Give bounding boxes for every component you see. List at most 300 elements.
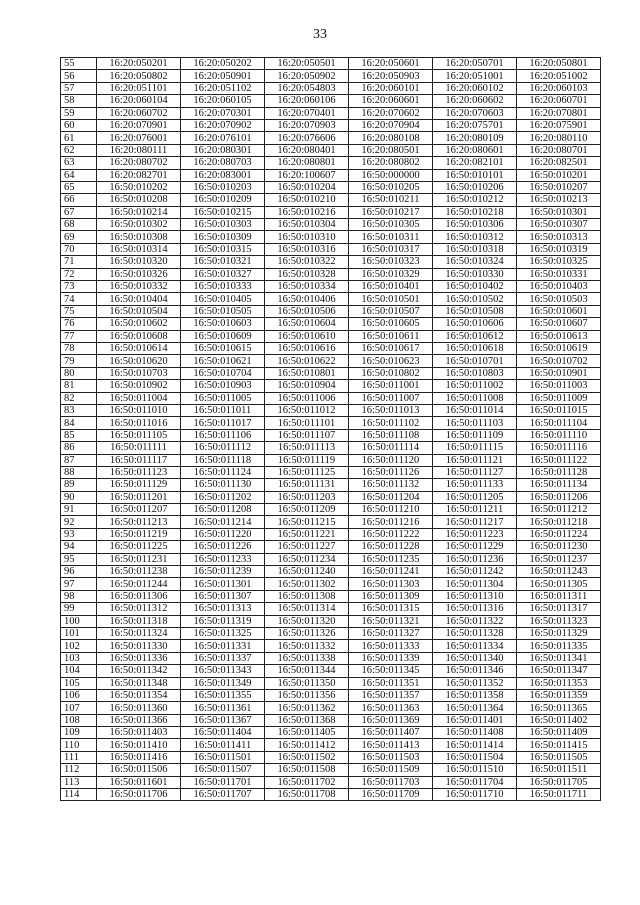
code-cell: 16:50:011112: [181, 442, 265, 454]
row-number-cell: 92: [61, 516, 97, 528]
code-cell: 16:50:011016: [97, 417, 181, 429]
row-number-cell: 98: [61, 590, 97, 602]
code-cell: 16:20:080109: [433, 132, 517, 144]
code-cell: 16:50:010325: [517, 256, 601, 268]
table-row: [61, 144, 601, 156]
code-cell: 16:50:011210: [349, 504, 433, 516]
table-row: [61, 615, 601, 627]
code-cell: 16:20:051001: [433, 70, 517, 82]
row-number-cell: 85: [61, 429, 97, 441]
row-number-cell: 67: [61, 206, 97, 218]
code-cell: 16:50:010506: [265, 305, 349, 317]
code-cell: 16:50:010607: [517, 318, 601, 330]
code-cell: 16:50:011702: [265, 776, 349, 788]
code-cell: 16:50:011507: [181, 764, 265, 776]
code-cell: 16:20:060102: [433, 82, 517, 94]
code-cell: 16:20:051101: [97, 82, 181, 94]
code-cell: 16:50:011003: [517, 380, 601, 392]
table-row: [61, 603, 601, 615]
code-cell: 16:50:011407: [349, 727, 433, 739]
table-row: [61, 70, 601, 82]
code-cell: 16:50:011102: [349, 417, 433, 429]
code-cell: 16:50:011362: [265, 702, 349, 714]
code-cell: 16:50:011354: [97, 689, 181, 701]
code-cell: 16:50:011226: [181, 541, 265, 553]
code-cell: 16:50:010212: [433, 194, 517, 206]
code-cell: 16:50:010315: [181, 243, 265, 255]
code-cell: 16:50:010602: [97, 318, 181, 330]
code-cell: 16:50:010701: [433, 355, 517, 367]
code-cell: 16:50:010310: [265, 231, 349, 243]
code-cell: 16:50:011411: [181, 739, 265, 751]
row-number-cell: 80: [61, 367, 97, 379]
code-cell: 16:20:080108: [349, 132, 433, 144]
code-cell: 16:50:011207: [97, 504, 181, 516]
code-cell: 16:50:011236: [433, 553, 517, 565]
cadastral-codes-table: [60, 57, 601, 801]
code-cell: 16:50:011314: [265, 603, 349, 615]
code-cell: 16:50:010621: [181, 355, 265, 367]
code-cell: 16:20:050202: [181, 58, 265, 70]
table-row: [61, 206, 601, 218]
code-cell: 16:20:050601: [349, 58, 433, 70]
code-cell: 16:20:060702: [97, 107, 181, 119]
code-cell: 16:50:011105: [97, 429, 181, 441]
code-cell: 16:50:010321: [181, 256, 265, 268]
code-cell: 16:50:011336: [97, 652, 181, 664]
code-cell: 16:50:011341: [517, 652, 601, 664]
table-row: [61, 689, 601, 701]
code-cell: 16:50:011350: [265, 677, 349, 689]
code-cell: 16:50:011116: [517, 442, 601, 454]
code-cell: 16:20:060105: [181, 95, 265, 107]
code-cell: 16:50:011233: [181, 553, 265, 565]
code-cell: 16:50:011221: [265, 528, 349, 540]
code-cell: 16:50:011327: [349, 627, 433, 639]
row-number-cell: 63: [61, 157, 97, 169]
code-cell: 16:50:010507: [349, 305, 433, 317]
code-cell: 16:50:010406: [265, 293, 349, 305]
code-cell: 16:50:011708: [265, 789, 349, 801]
row-number-cell: 88: [61, 466, 97, 478]
table-row: [61, 318, 601, 330]
code-cell: 16:20:080401: [265, 144, 349, 156]
code-cell: 16:50:011368: [265, 714, 349, 726]
code-cell: 16:20:075701: [433, 119, 517, 131]
code-cell: 16:50:011133: [433, 479, 517, 491]
row-number-cell: 70: [61, 243, 97, 255]
code-cell: 16:50:010613: [517, 330, 601, 342]
code-cell: 16:50:011312: [97, 603, 181, 615]
code-cell: 16:50:010202: [97, 181, 181, 193]
code-cell: 16:50:010620: [97, 355, 181, 367]
code-cell: 16:20:050801: [517, 58, 601, 70]
table-row: [61, 181, 601, 193]
table-row: [61, 95, 601, 107]
code-cell: 16:50:010215: [181, 206, 265, 218]
code-cell: 16:50:011131: [265, 479, 349, 491]
code-cell: 16:50:011103: [433, 417, 517, 429]
code-cell: 16:50:010501: [349, 293, 433, 305]
code-cell: 16:50:011015: [517, 404, 601, 416]
code-cell: 16:20:075901: [517, 119, 601, 131]
code-cell: 16:50:010604: [265, 318, 349, 330]
row-number-cell: 111: [61, 751, 97, 763]
code-cell: 16:50:011369: [349, 714, 433, 726]
row-number-cell: 113: [61, 776, 97, 788]
code-cell: 16:50:011414: [433, 739, 517, 751]
table-row: [61, 243, 601, 255]
code-cell: 16:50:010902: [97, 380, 181, 392]
code-cell: 16:50:011134: [517, 479, 601, 491]
code-cell: 16:20:070602: [349, 107, 433, 119]
code-cell: 16:50:011214: [181, 516, 265, 528]
code-cell: 16:50:011323: [517, 615, 601, 627]
table-row: [61, 256, 601, 268]
code-cell: 16:50:011321: [349, 615, 433, 627]
code-cell: 16:50:011346: [433, 665, 517, 677]
row-number-cell: 57: [61, 82, 97, 94]
code-cell: 16:50:011120: [349, 454, 433, 466]
code-cell: 16:50:011242: [433, 566, 517, 578]
row-number-cell: 94: [61, 541, 97, 553]
page-number: 33: [313, 27, 327, 42]
code-cell: 16:50:010612: [433, 330, 517, 342]
code-cell: 16:50:011349: [181, 677, 265, 689]
code-cell: 16:50:011347: [517, 665, 601, 677]
code-cell: 16:50:011307: [181, 590, 265, 602]
code-cell: 16:50:011309: [349, 590, 433, 602]
code-cell: 16:50:011359: [517, 689, 601, 701]
code-cell: 16:50:011511: [517, 764, 601, 776]
table-row: [61, 652, 601, 664]
code-cell: 16:50:010311: [349, 231, 433, 243]
code-cell: 16:50:011352: [433, 677, 517, 689]
code-cell: 16:50:010316: [265, 243, 349, 255]
code-cell: 16:50:010623: [349, 355, 433, 367]
code-cell: 16:50:011229: [433, 541, 517, 553]
code-cell: 16:50:011367: [181, 714, 265, 726]
code-cell: 16:50:011119: [265, 454, 349, 466]
code-cell: 16:50:011363: [349, 702, 433, 714]
table-row: [61, 640, 601, 652]
code-cell: 16:50:011601: [97, 776, 181, 788]
code-cell: 16:50:011405: [265, 727, 349, 739]
row-number-cell: 83: [61, 404, 97, 416]
code-cell: 16:50:011338: [265, 652, 349, 664]
code-cell: 16:50:011348: [97, 677, 181, 689]
code-cell: 16:50:011301: [181, 578, 265, 590]
code-cell: 16:50:011342: [97, 665, 181, 677]
code-cell: 16:50:010603: [181, 318, 265, 330]
code-cell: 16:50:011356: [265, 689, 349, 701]
code-cell: 16:50:011340: [433, 652, 517, 664]
table-row: [61, 380, 601, 392]
table-row: [61, 727, 601, 739]
table-row: [61, 566, 601, 578]
code-cell: 16:50:011241: [349, 566, 433, 578]
code-cell: 16:50:010217: [349, 206, 433, 218]
code-cell: 16:50:011332: [265, 640, 349, 652]
code-cell: 16:20:080501: [349, 144, 433, 156]
code-cell: 16:20:080702: [97, 157, 181, 169]
code-cell: 16:50:011002: [433, 380, 517, 392]
code-cell: 16:50:011707: [181, 789, 265, 801]
code-cell: 16:50:010334: [265, 281, 349, 293]
table-row: [61, 355, 601, 367]
code-cell: 16:20:060602: [433, 95, 517, 107]
row-number-cell: 99: [61, 603, 97, 615]
code-cell: 16:50:011106: [181, 429, 265, 441]
code-cell: 16:50:011416: [97, 751, 181, 763]
code-cell: 16:50:011365: [517, 702, 601, 714]
code-cell: 16:50:011013: [349, 404, 433, 416]
code-cell: 16:50:011005: [181, 392, 265, 404]
row-number-cell: 81: [61, 380, 97, 392]
code-cell: 16:50:011107: [265, 429, 349, 441]
code-cell: 16:50:011244: [97, 578, 181, 590]
code-cell: 16:50:011227: [265, 541, 349, 553]
code-cell: 16:50:011304: [433, 578, 517, 590]
code-cell: 16:20:050501: [265, 58, 349, 70]
code-cell: 16:20:082501: [517, 157, 601, 169]
code-cell: 16:20:060601: [349, 95, 433, 107]
table-row: [61, 528, 601, 540]
table-row: [61, 504, 601, 516]
code-cell: 16:50:010503: [517, 293, 601, 305]
row-number-cell: 103: [61, 652, 97, 664]
code-cell: 16:50:011330: [97, 640, 181, 652]
code-cell: 16:20:080110: [517, 132, 601, 144]
code-cell: 16:50:011216: [349, 516, 433, 528]
code-cell: 16:50:011366: [97, 714, 181, 726]
table-row: [61, 132, 601, 144]
code-cell: 16:20:050802: [97, 70, 181, 82]
code-cell: 16:50:010622: [265, 355, 349, 367]
code-cell: 16:50:011317: [517, 603, 601, 615]
code-cell: 16:50:010611: [349, 330, 433, 342]
code-cell: 16:20:070301: [181, 107, 265, 119]
code-cell: 16:50:011109: [433, 429, 517, 441]
code-cell: 16:50:010404: [97, 293, 181, 305]
row-number-cell: 114: [61, 789, 97, 801]
row-number-cell: 82: [61, 392, 97, 404]
code-cell: 16:50:010802: [349, 367, 433, 379]
code-cell: 16:50:010309: [181, 231, 265, 243]
code-cell: 16:50:011110: [517, 429, 601, 441]
code-cell: 16:20:050701: [433, 58, 517, 70]
code-cell: 16:50:010209: [181, 194, 265, 206]
row-number-cell: 104: [61, 665, 97, 677]
code-cell: 16:50:011403: [97, 727, 181, 739]
code-cell: 16:50:011125: [265, 466, 349, 478]
code-cell: 16:50:011355: [181, 689, 265, 701]
code-cell: 16:50:011404: [181, 727, 265, 739]
code-cell: 16:20:083001: [181, 169, 265, 181]
code-cell: 16:50:011126: [349, 466, 433, 478]
code-cell: 16:50:011122: [517, 454, 601, 466]
code-cell: 16:50:011202: [181, 491, 265, 503]
code-cell: 16:50:011506: [97, 764, 181, 776]
code-cell: 16:50:010502: [433, 293, 517, 305]
code-cell: 16:50:010318: [433, 243, 517, 255]
code-cell: 16:50:011334: [433, 640, 517, 652]
code-cell: 16:50:011017: [181, 417, 265, 429]
table-row: [61, 293, 601, 305]
code-cell: 16:50:011127: [433, 466, 517, 478]
code-cell: 16:50:010606: [433, 318, 517, 330]
table-row: [61, 231, 601, 243]
code-cell: 16:20:070901: [97, 119, 181, 131]
code-cell: 16:50:011510: [433, 764, 517, 776]
code-cell: 16:50:010615: [181, 342, 265, 354]
code-cell: 16:50:011009: [517, 392, 601, 404]
code-cell: 16:50:011132: [349, 479, 433, 491]
code-cell: 16:20:080111: [97, 144, 181, 156]
code-cell: 16:50:010204: [265, 181, 349, 193]
code-cell: 16:50:011710: [433, 789, 517, 801]
code-cell: 16:50:010320: [97, 256, 181, 268]
table-row: [61, 417, 601, 429]
code-cell: 16:50:011305: [517, 578, 601, 590]
code-cell: 16:50:011326: [265, 627, 349, 639]
code-cell: 16:50:011704: [433, 776, 517, 788]
code-cell: 16:50:011115: [433, 442, 517, 454]
code-cell: 16:50:011235: [349, 553, 433, 565]
code-cell: 16:50:010619: [517, 342, 601, 354]
code-cell: 16:50:011203: [265, 491, 349, 503]
table-row: [61, 268, 601, 280]
code-cell: 16:50:010601: [517, 305, 601, 317]
row-number-cell: 100: [61, 615, 97, 627]
code-cell: 16:50:011505: [517, 751, 601, 763]
code-cell: 16:50:011358: [433, 689, 517, 701]
table-row: [61, 157, 601, 169]
table-row: [61, 677, 601, 689]
code-cell: 16:50:010203: [181, 181, 265, 193]
code-cell: 16:50:010324: [433, 256, 517, 268]
code-cell: 16:20:082701: [97, 169, 181, 181]
code-cell: 16:50:011201: [97, 491, 181, 503]
code-cell: 16:50:011402: [517, 714, 601, 726]
code-cell: 16:50:010312: [433, 231, 517, 243]
row-number-cell: 77: [61, 330, 97, 342]
code-cell: 16:50:011303: [349, 578, 433, 590]
code-cell: 16:20:076001: [97, 132, 181, 144]
code-cell: 16:50:011012: [265, 404, 349, 416]
code-cell: 16:50:010616: [265, 342, 349, 354]
row-number-cell: 112: [61, 764, 97, 776]
code-cell: 16:50:010605: [349, 318, 433, 330]
code-cell: 16:50:011234: [265, 553, 349, 565]
row-number-cell: 93: [61, 528, 97, 540]
code-cell: 16:50:011308: [265, 590, 349, 602]
row-number-cell: 58: [61, 95, 97, 107]
code-cell: 16:50:011128: [517, 466, 601, 478]
code-cell: 16:50:010401: [349, 281, 433, 293]
code-cell: 16:50:010208: [97, 194, 181, 206]
row-number-cell: 71: [61, 256, 97, 268]
table-row: [61, 404, 601, 416]
table-row: [61, 107, 601, 119]
code-cell: 16:50:010308: [97, 231, 181, 243]
code-cell: 16:50:011701: [181, 776, 265, 788]
code-cell: 16:50:011337: [181, 652, 265, 664]
row-number-cell: 68: [61, 219, 97, 231]
code-cell: 16:50:010618: [433, 342, 517, 354]
code-cell: 16:50:011343: [181, 665, 265, 677]
row-number-cell: 72: [61, 268, 97, 280]
code-cell: 16:20:070401: [265, 107, 349, 119]
code-cell: 16:50:010301: [517, 206, 601, 218]
code-cell: 16:50:011357: [349, 689, 433, 701]
code-cell: 16:50:011223: [433, 528, 517, 540]
table-row: [61, 281, 601, 293]
table-row: [61, 590, 601, 602]
code-cell: 16:50:011011: [181, 404, 265, 416]
table-row: [61, 342, 601, 354]
code-cell: 16:20:080301: [181, 144, 265, 156]
code-cell: 16:50:010333: [181, 281, 265, 293]
code-cell: 16:20:050901: [181, 70, 265, 82]
code-cell: 16:50:000000: [349, 169, 433, 181]
code-cell: 16:50:010323: [349, 256, 433, 268]
code-cell: 16:20:054803: [265, 82, 349, 94]
code-cell: 16:50:011339: [349, 652, 433, 664]
code-cell: 16:50:010218: [433, 206, 517, 218]
code-cell: 16:20:080701: [517, 144, 601, 156]
code-cell: 16:50:011315: [349, 603, 433, 615]
row-number-cell: 78: [61, 342, 97, 354]
code-cell: 16:50:011311: [517, 590, 601, 602]
code-cell: 16:50:011351: [349, 677, 433, 689]
code-cell: 16:50:011215: [265, 516, 349, 528]
table-row: [61, 541, 601, 553]
code-cell: 16:50:011004: [97, 392, 181, 404]
code-cell: 16:50:011322: [433, 615, 517, 627]
code-cell: 16:50:010319: [517, 243, 601, 255]
table-row: [61, 776, 601, 788]
code-cell: 16:50:011318: [97, 615, 181, 627]
row-number-cell: 90: [61, 491, 97, 503]
code-cell: 16:50:011331: [181, 640, 265, 652]
code-cell: 16:50:010402: [433, 281, 517, 293]
code-cell: 16:20:060103: [517, 82, 601, 94]
code-cell: 16:50:011313: [181, 603, 265, 615]
code-cell: 16:50:010327: [181, 268, 265, 280]
code-cell: 16:50:010614: [97, 342, 181, 354]
code-cell: 16:50:010211: [349, 194, 433, 206]
row-number-cell: 86: [61, 442, 97, 454]
code-cell: 16:50:011006: [265, 392, 349, 404]
row-number-cell: 76: [61, 318, 97, 330]
code-cell: 16:50:011412: [265, 739, 349, 751]
code-cell: 16:50:010313: [517, 231, 601, 243]
code-cell: 16:50:011504: [433, 751, 517, 763]
row-number-cell: 97: [61, 578, 97, 590]
code-cell: 16:50:011502: [265, 751, 349, 763]
code-cell: 16:20:080703: [181, 157, 265, 169]
table-row: [61, 330, 601, 342]
code-cell: 16:50:010317: [349, 243, 433, 255]
code-cell: 16:20:050201: [97, 58, 181, 70]
code-cell: 16:50:011130: [181, 479, 265, 491]
code-cell: 16:50:010332: [97, 281, 181, 293]
code-cell: 16:50:011121: [433, 454, 517, 466]
code-cell: 16:50:011111: [97, 442, 181, 454]
row-number-cell: 66: [61, 194, 97, 206]
code-cell: 16:50:010326: [97, 268, 181, 280]
